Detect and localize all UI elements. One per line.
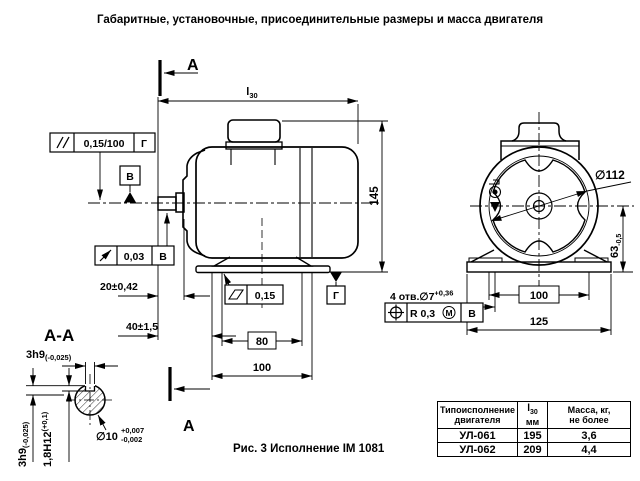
dim-145-label: 145 xyxy=(369,186,381,206)
drawing-title: Габаритные, установочные, присоединительные размеры и масса двигателя xyxy=(96,14,544,26)
dim-l30 xyxy=(158,86,358,101)
runout-value: 0,03 xyxy=(123,251,145,263)
l30-cell: 209 xyxy=(518,443,548,457)
dim-shaft-dia-sub: -0,002 xyxy=(121,435,143,444)
holes-note xyxy=(390,289,453,304)
front-view xyxy=(467,112,634,290)
col-type-header: Типоисполнение двигателя xyxy=(438,402,518,429)
dim-key-width-label: 3h9(-0,025) xyxy=(26,349,72,362)
dim-145 xyxy=(369,121,382,272)
datum-b-label xyxy=(120,166,140,203)
dim-shaft-dia-label: ∅10 xyxy=(96,431,118,443)
spec-table-header-row xyxy=(438,402,631,429)
dim-key-height-label: 3h9(-0,025) xyxy=(17,421,30,467)
section-view-aa xyxy=(17,326,144,467)
dim-100-front xyxy=(489,286,589,303)
dim-20-label: 20±0,42 xyxy=(100,281,138,293)
flatness-value: 0,15 xyxy=(254,290,276,302)
flatness-tolerance-frame xyxy=(224,274,283,304)
terminal-box xyxy=(226,120,282,165)
dim-shaft-dia-sup: +0,007 xyxy=(121,426,145,435)
dim-100-front-label: 100 xyxy=(529,290,549,302)
holes-note-label: 4 $отв.\emptyset 7^{+0,36}$ xyxy=(390,288,454,303)
dim-63 xyxy=(609,206,633,272)
datum-g-triangle-icon xyxy=(330,272,342,282)
body-ribs xyxy=(300,148,312,257)
ground-terminal-icon xyxy=(489,180,501,212)
datum-g-label xyxy=(327,272,345,304)
dim-shaft-20 xyxy=(100,281,210,296)
runout-tolerance-frame xyxy=(95,213,174,265)
dim-dia112-label: ∅112 xyxy=(595,168,625,182)
l30-cell: 195 xyxy=(518,429,548,443)
motor-type-cell: УЛ-061 xyxy=(438,429,518,443)
dim-125-label: 125 xyxy=(529,316,549,328)
dim-key-height xyxy=(17,368,33,467)
figure-caption: Рис. 3 Исполнение IM 1081 xyxy=(233,443,385,455)
dim-125 xyxy=(467,316,611,330)
mass-cell: 4,4 xyxy=(548,443,631,457)
dim-80 xyxy=(222,332,302,349)
position-tolerance-frame xyxy=(385,303,495,322)
spec-table xyxy=(437,401,631,457)
col-l30-header: $l_{30}$ мм xyxy=(518,402,548,429)
position-datum: В xyxy=(468,308,476,320)
section-letter-bottom: A xyxy=(183,418,195,435)
dim-40 xyxy=(118,321,236,336)
dim-63-label: $63_{-0,5}$ xyxy=(609,233,623,258)
dim-key-width xyxy=(26,349,118,366)
position-modifier: M xyxy=(445,308,453,318)
dim-l30-label: $l_{30}$ xyxy=(246,86,258,100)
datum-b-letter: В xyxy=(126,171,134,183)
parallelism-value: 0,15/100 xyxy=(83,138,125,150)
dim-key-depth xyxy=(40,368,69,467)
section-centerlines xyxy=(66,374,114,428)
section-letter-top: A xyxy=(187,57,199,74)
dim-shaft-dia xyxy=(96,415,144,444)
datum-b-triangle-icon xyxy=(124,192,136,203)
section-cut-marker-bottom xyxy=(170,367,210,435)
runout-datum: В xyxy=(159,251,167,263)
mass-cell: 3,6 xyxy=(548,429,631,443)
dim-dia112 xyxy=(491,168,631,221)
position-value: R 0,3 xyxy=(410,308,436,320)
motor-shaft xyxy=(158,193,184,212)
section-view-title: A-A xyxy=(44,326,75,345)
dim-100-main xyxy=(212,362,312,376)
mounting-feet xyxy=(196,257,330,273)
datum-g-letter: Г xyxy=(333,290,339,302)
section-cut-marker-top xyxy=(160,57,199,96)
table-row xyxy=(438,429,631,443)
motor-type-cell: УЛ-062 xyxy=(438,443,518,457)
dim-100-main-label: 100 xyxy=(252,362,272,374)
motor-body xyxy=(196,147,358,258)
table-row xyxy=(438,443,631,457)
dim-40-label: 40±1,5 xyxy=(126,321,159,333)
col-mass-header: Масса, кг, не более xyxy=(548,402,631,429)
parallelism-datum: Г xyxy=(141,138,147,150)
dim-key-depth-label: $1,8H12^{(+0,1)}$ xyxy=(40,411,54,467)
dim-80-label: 80 xyxy=(255,336,269,348)
